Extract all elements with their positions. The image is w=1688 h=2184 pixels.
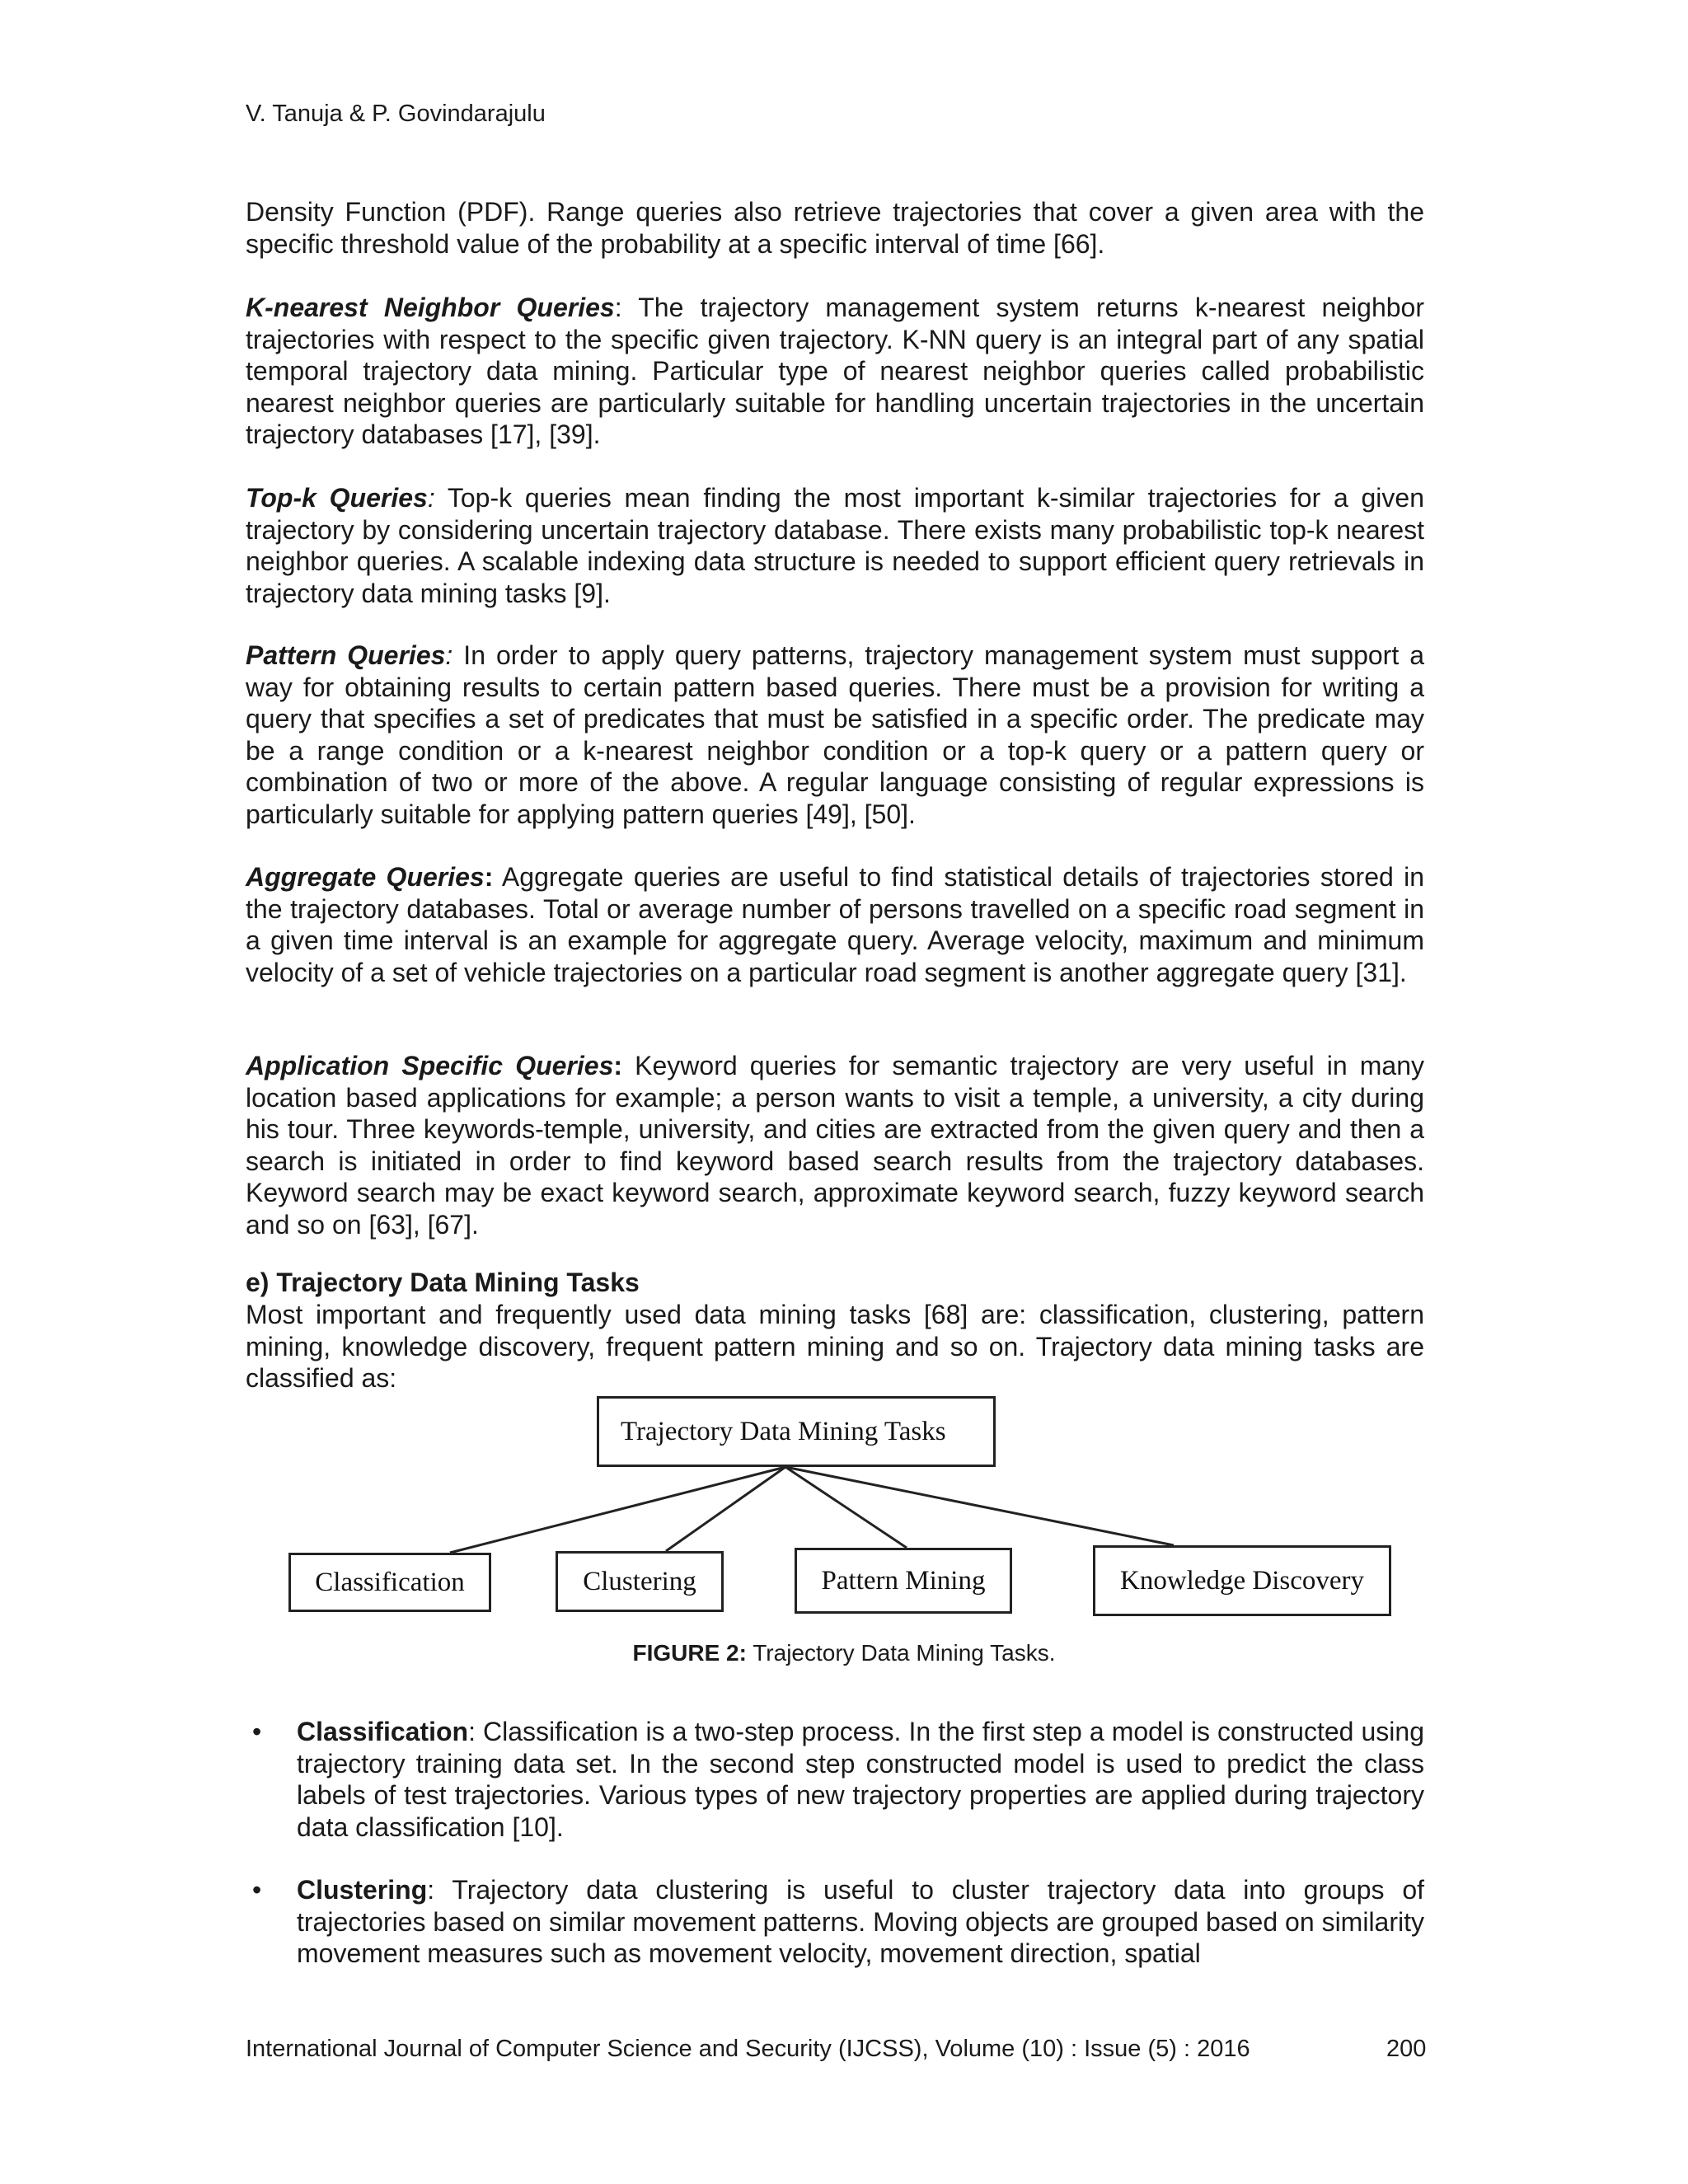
term-separator: : (484, 862, 494, 892)
child-node-clustering: Clustering (556, 1551, 724, 1612)
footer-page-number: 200 (1386, 2036, 1427, 2062)
child-node-knowledge-discovery: Knowledge Discovery (1093, 1545, 1391, 1616)
section-intro-paragraph: Most important and frequently used data mining tasks [68] are: classification, clustering, pattern mining, knowledge discovery, frequent pattern mining and so on. Trajectory data mining tasks are classified as: (246, 1300, 1424, 1394)
aggregate-queries-text: Aggregate queries are useful to find statistical details of trajectories stored in the trajectory databases. Total or average number of persons travelled on a specific road segment in a given time interval is an example for aggregate query. Average velocity, maximum and minimum velocity of a set of vehicle trajectories on a particular road segment is another aggregate query [31]. (246, 862, 1425, 987)
tree-diagram (272, 1393, 1426, 1632)
running-header-authors: V. Tanuja & P. Govindarajulu (246, 101, 546, 127)
term-separator: : (427, 483, 435, 513)
bullet-text-clustering (297, 1874, 1424, 1970)
figure-caption (0, 1640, 1688, 1666)
bullet-icon: • (252, 1875, 262, 1905)
connector-line-classification (450, 1467, 785, 1553)
topk-queries-paragraph (246, 482, 1424, 609)
child-node-classification: Classification (288, 1553, 491, 1612)
pattern-queries-text: In order to apply query patterns, trajectory management system must support a way for obtaining results to certain pattern based queries. There must be a provision for writing a query that specifies a set of predicates that must be satisfied in a specific order. The predicate may be a range condition or a k-nearest neighbor condition or a top-k query or a pattern query or combination of two or more of the above. A regular language consisting of regular expressions is particularly suitable for applying pattern queries [49], [50]. (246, 640, 1425, 829)
term-separator: : (614, 293, 622, 322)
bullet-icon: • (252, 1717, 262, 1746)
aggregate-queries-paragraph (246, 861, 1424, 988)
application-queries-text: Keyword queries for semantic trajectory are very useful in many location based applications for example; a person wants to visit a temple, a university, a city during his tour. Three keywords-temple, university, and cities are extracted from the given query and then a search is initiated in order to find keyword based search results from the trajectory databases. Keyword search may be exact keyword search, approximate keyword search, fuzzy keyword search and so on [63], [67]. (246, 1051, 1425, 1240)
bullet-term: Clustering (297, 1875, 428, 1905)
section-heading: e) Trajectory Data Mining Tasks (246, 1268, 640, 1297)
term-pattern-queries: Pattern Queries (246, 640, 446, 670)
figure-caption-label: FIGURE 2: (632, 1640, 747, 1666)
footer-journal: International Journal of Computer Science and Security (IJCSS), Volume (10) : Issue (5) : 2016 (246, 2036, 1250, 2062)
topk-queries-text: Top-k queries mean finding the most important k-similar trajectories for a given trajectory by considering uncertain trajectory database. There exists many probabilistic top-k nearest neighbor queries. A scalable indexing data structure is needed to support efficient query retrievals in trajectory data mining tasks [9]. (246, 483, 1425, 608)
intro-paragraph: Density Function (PDF). Range queries also retrieve trajectories that cover a given area with the specific threshold value of the probability at a specific interval of time [66]. (246, 197, 1424, 259)
term-topk-queries: Top-k Queries (246, 483, 428, 513)
term-application-queries: Application Specific Queries (246, 1051, 614, 1080)
term-aggregate-queries: Aggregate Queries (246, 862, 485, 892)
bullet-term: Classification (297, 1717, 469, 1746)
application-queries-paragraph (246, 1050, 1424, 1241)
term-knn-queries: K-nearest Neighbor Queries (246, 293, 615, 322)
child-node-pattern-mining: Pattern Mining (795, 1548, 1012, 1614)
term-separator: : (445, 640, 453, 670)
term-separator: : (468, 1717, 476, 1746)
term-separator: : (613, 1051, 623, 1080)
root-node-box: Trajectory Data Mining Tasks (597, 1396, 996, 1467)
bullet-text-classification (297, 1716, 1424, 1843)
connector-line-clustering (666, 1467, 785, 1551)
figure-caption-text: Trajectory Data Mining Tasks. (746, 1640, 1056, 1666)
term-separator: : (427, 1875, 435, 1905)
pattern-queries-paragraph (246, 640, 1424, 831)
bullet-body: Classification is a two-step process. In the first step a model is constructed using trajectory training data set. In the second step constructed model is used to predict the class labels of test trajectories. Various types of new trajectory properties are applied during trajectory data classification [10]. (297, 1717, 1424, 1842)
knn-queries-text: The trajectory management system returns k-nearest neighbor trajectories with respect to the specific given trajectory. K-NN query is an integral part of any spatial temporal trajectory data mining. Particular type of nearest neighbor queries called probabilistic nearest neighbor queries are particularly suitable for handling uncertain trajectories in the uncertain trajectory databases [17], [39]. (246, 293, 1425, 450)
knn-queries-paragraph (246, 292, 1424, 451)
bullet-body: Trajectory data clustering is useful to cluster trajectory data into groups of trajectories based on similar movement patterns. Moving objects are grouped based on similarity movement measures such as movement velocity, movement direction, spatial (297, 1875, 1424, 1969)
